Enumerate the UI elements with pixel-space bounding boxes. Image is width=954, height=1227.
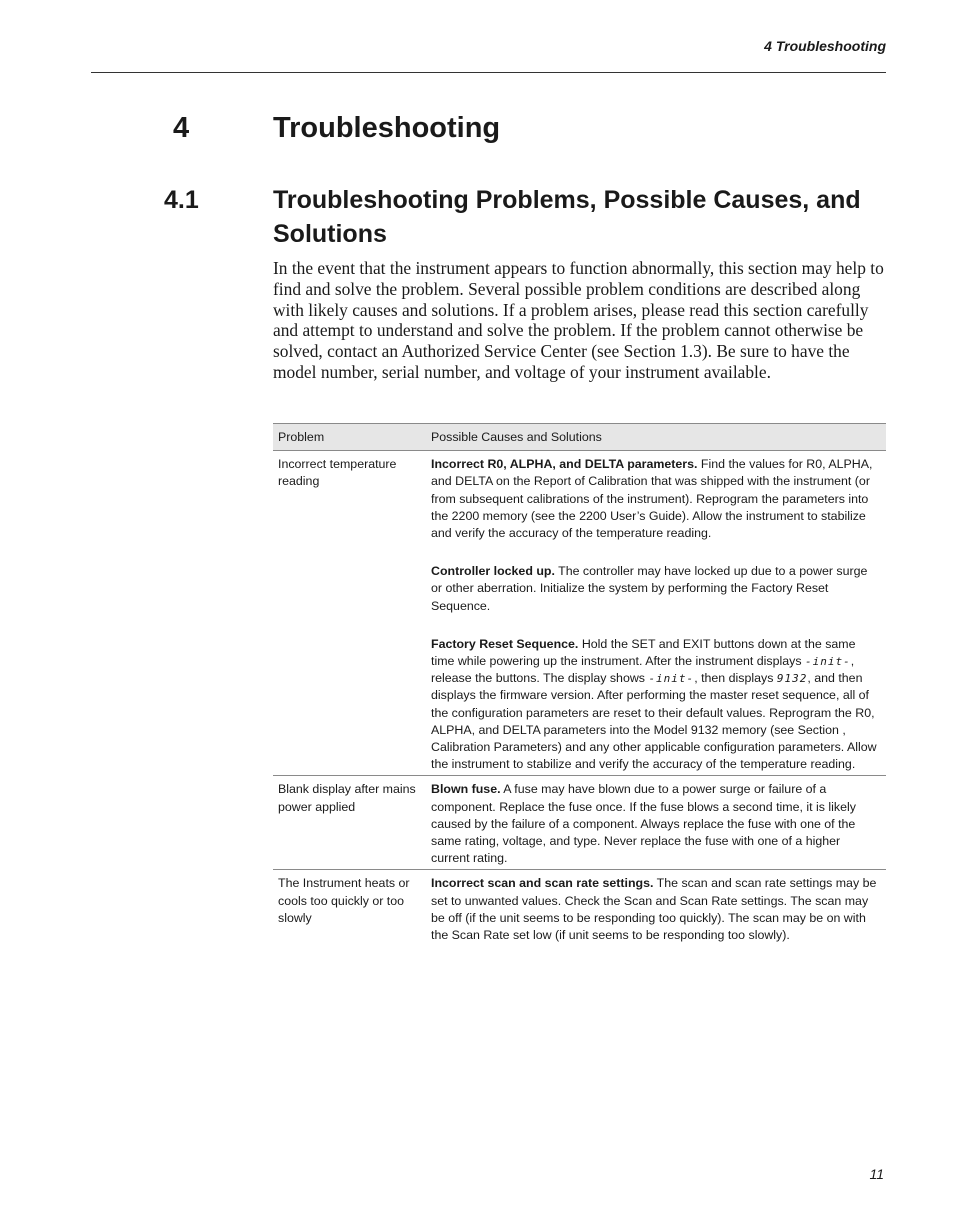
solution-cell — [426, 776, 886, 870]
solution-paragraph — [431, 563, 881, 615]
page-number: 11 — [869, 1166, 884, 1182]
cause-text: Find the values for R0, ALPHA, and DELTA on the Report of Calibration that was shipped with the instrument (or from subsequent calibrations of the instrument). Reprogram the parameters into the 2200 memory (see the 2200 User’s Guide). Allow the instrument to stabilize and verify the accuracy of the temperature reading. — [431, 457, 873, 541]
header-rule — [91, 72, 886, 73]
cause-title: Controller locked up. — [431, 564, 555, 579]
problem-cell: Blank display after mains power applied — [273, 776, 426, 870]
cause-text: The scan and scan rate settings may be set to unwanted values. Check the Scan and Scan Rate settings. The scan may be off (if the unit seems to be responding too quickly). The scan may be on with the Scan Rate set low (if unit seems to be responding too slowly). — [431, 876, 877, 943]
table-row — [273, 870, 886, 946]
solution-paragraph — [431, 781, 881, 867]
troubleshooting-table — [273, 423, 886, 946]
cause-text: Hold the SET and EXIT buttons down at the same time while powering up the instrument. After the instrument displays — [431, 636, 856, 669]
solution-paragraph — [431, 636, 881, 774]
table-row — [273, 451, 886, 776]
chapter-title: Troubleshooting — [273, 112, 501, 144]
solution-cell — [426, 451, 886, 776]
problem-cell: Incorrect temperature reading — [273, 451, 426, 776]
problem-cell: The Instrument heats or cools too quickly or too slowly — [278, 876, 410, 925]
solution-cell — [426, 870, 886, 946]
cause-text: , then displays — [694, 671, 777, 686]
cause-text: A fuse may have blown due to a power surge or failure of a component. Replace the fuse once. If the fuse blows a second time, it is likely caused by the failure of a component. Always replace the fuse with one of the same rating, voltage, and type. Never replace the fuse with one of a higher current rating. — [431, 782, 856, 866]
display-readout: 9132 — [776, 672, 808, 686]
cause-text: The controller may have locked up due to a power surge or other aberration. Initialize the system by performing the Factory Reset Sequence. — [431, 564, 868, 613]
cause-title: Incorrect scan and scan rate settings. — [431, 876, 654, 891]
cause-title: Blown fuse. — [431, 782, 501, 797]
cause-text: , release the buttons. The display shows — [431, 654, 855, 686]
display-readout: -init- — [804, 655, 851, 669]
cause-text: , and then displays the firmware version. After performing the master reset sequence, all of the configuration parameters are reset to their default values. Reprogram the R0, ALPHA, and DELTA parameters into the Model 9132 memory (see Section , Calibration Parameters) and any other applicable configuration parameters. Allow the instrument to stabilize and verify the accuracy of the temperature reading. — [431, 671, 877, 772]
column-header-solutions: Possible Causes and Solutions — [426, 424, 886, 451]
running-header: 4 Troubleshooting — [764, 38, 886, 54]
chapter-number: 4 — [173, 112, 190, 144]
cause-title: Incorrect R0, ALPHA, and DELTA parameters. — [431, 457, 698, 472]
table-row — [273, 776, 886, 870]
solution-paragraph — [431, 875, 881, 944]
solution-paragraph — [431, 456, 881, 542]
cause-title: Factory Reset Sequence. — [431, 636, 579, 651]
intro-paragraph: In the event that the instrument appears to function abnormally, this section may help to find and solve the problem. Several possible problem conditions are described along with likely causes and solutions. If a problem arises, please read this section carefully and attempt to understand and solve the problem. If the problem cannot otherwise be solved, contact an Authorized Service Center (see Section 1.3). Be sure to have the model number, serial number, and voltage of your instrument available. — [273, 258, 884, 382]
display-readout: -init- — [648, 672, 695, 686]
section-title: Troubleshooting Problems, Possible Causes, and Solutions — [273, 186, 861, 248]
table-header-row — [273, 424, 886, 451]
column-header-problem: Problem — [273, 424, 426, 451]
section-number: 4.1 — [164, 186, 199, 214]
